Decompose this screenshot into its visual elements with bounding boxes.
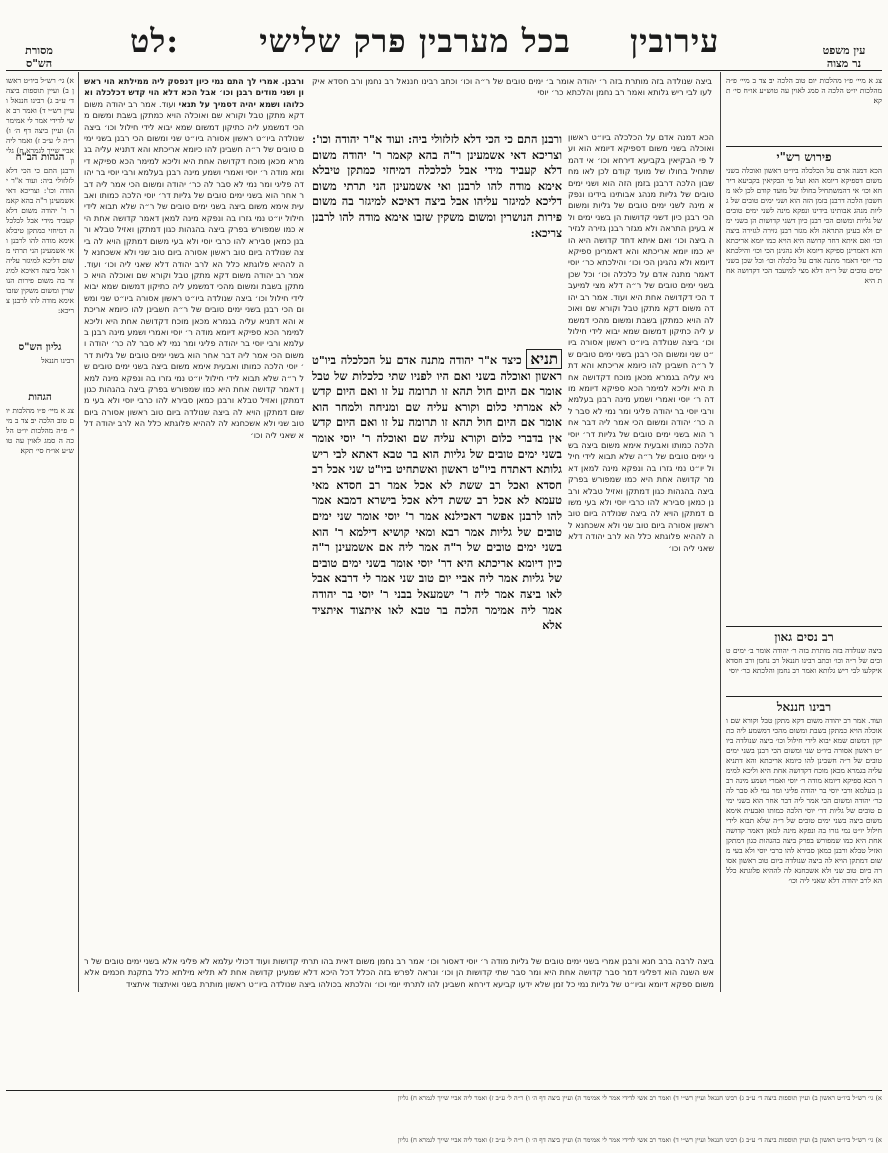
hagahot-bach-body: ורבנן התם כי הכי דלא לזלזולי ביה: ועוד א"ר יהודה וכו': וצריכא דאי אשמעינן ר"ה בהא קאמר ר' יהודה משום דלא קעביד מידי אבל לכלכלה דמיחזי כמתקן טיבלא אימא מודה להו לרבנן ואי אשמעינן הני תרתי משום דליכא למיגזר עליהו אבל ביצה דאיכא למיגזר בה משום פירות הנושרין ומשום משקין שזבו אימא מודה להו לרבנן צריכא: (6, 166, 74, 315)
ein-mishpat-rule (726, 146, 882, 147)
hagahot-title: הגהות (28, 392, 52, 403)
top-commentary-text: ביצה שנולדה בזה מותרת בזה ר׳ יהודה אומר ב׳ ימים טובים של ר״ה וכו׳ וכתב רבינו חננאל רב נחמן ורב חסדא איקלעו לבי ריש גלותא ואמר רב נחמן והלכתא כר׳ יוסי (312, 76, 712, 98)
inner-commentary (568, 132, 714, 950)
top-commentary (312, 76, 712, 128)
footnotes (6, 1094, 882, 1134)
masoret-label: מסורת הש"ס (25, 44, 53, 70)
bottom-commentary-text: ביצה לרבה ברב חנא ורבנן אמרי בשני ימים טובים של גליות מודה ר׳ יוסי דאסור וכו׳ אמר רב נחמן משום דאית בהו תרתי קדושות ועוד דכולי עלמא לא פליגי אלא בשני ימים טובים של ראש השנה הוא דפליגי דמר סבר קדושה אחת היא ומר סבר שתי קדושות הן וכו׳ ונראה לפרש בזה הכלל דכל היכא דלא שמעינן קדושה אחת לא תליא מילתא כלל בתקנת חכמים אלא משום ספקא דיומא וביו״ט של גליות נמי כל זמן שלא ידעו קביעא דירחא חשבינן להו לתרתי יומי וכו׳ והלכתא בכולהו ביצה שנולדה ביו״ט ראשון מותרת בשני ואיתצוד איתציד (84, 956, 714, 989)
bottom-commentary (84, 956, 714, 1064)
left-commentary-body-cont: ועוד. אמר רב יהודה משום דקא מתקן טבל וקורא שם ואוכלה הויא כמתקן בשבת ומשום מהכי דמשמע ליה כתיקון דמשום שמא יבוא לידי חילול וכו׳ ביצה שנולדה ביו״ט ראשון אסורה ביו״ט שני ומשום הכי רבנן בשני ימים טובים של ר״ה חשבינן להו כיומא אריכתא והא דתניא עליה בגמרא מכאן מוכח דקדושה אחת היא וליכא למימר הכא ספיקא דיומא מודה ר׳ יוסי ואמרי ושמע מינה רבנן בעלמא ורבי יוסי בר יהודה פליגי ומר נמי לא סבר לה כר׳ יהודה ומשום הכי אמר ליה דבר אחר הוא בשני ימים טובים של גליות דר׳ יוסי הלכה כמותו ואבעית אימא משום ביצה בשני ימים טובים של ר״ה שלא תבוא לידי חילול יו״ט נמי גזרו בה ונפקא מינה למאן דאמר קדושה אחת היא כמו שמפורש בפרק ביצה בהגהות כגון דמתקן ואזיל טבלא ורבנן כמאן סבירא להו כרבי יוסי ולא בעי משום דמתקן הויא לה ביצה שנולדה ביום טוב ראשון אסורה ביום טוב שני ולא אשכחנא לה לההיא פלוגתא כלל הא לרב יהודה דלא שאני ליה וכו׳ (83, 258, 304, 440)
tana-marker: תניא (526, 349, 562, 369)
gemara-text-main (312, 352, 562, 950)
ein-mishpat-entries: צג א מיי׳ פ״ו מהלכות יום טוב הלכה יב׃ צד ב מיי׳ פ״ה מהלכות יו״ט הלכה ה סמג לאוין עה טוש״ע או״ח סי׳ תקא׃ (726, 76, 882, 105)
masoret-refs: א) גי׳ רש״ל ביו״ט ראשון ב) ועיין תוספות ביצה ד׳ ע״ב ג) רבינו חננאל ועיין רש״י ד) ואמר רב אשי לדידי אמר לי אמימר ה) ועיין ביצה דף ה׳ ו) ר״ה ל׳ ע״ב ז) ואמר ליה אביי שייך לגמרא ח) גליון (6, 76, 74, 165)
rabbeinu-chananel-title: רבינו חננאל (776, 700, 832, 714)
left-commentary-body: ועוד. אמר רב יהודה משום דקא מתקן טבל וקורא שם ואוכלה הויא כמתקן בשבת ומשום מהכי דמשמע ליה כתיקון דמשום שמא יבוא לידי חילול וכו׳ ביצה שנולדה ביו״ט ראשון אסורה ביו״ט שני ומשום הכי רבנן בשני ימים טובים של ר״ה חשבינן להו כיומא אריכתא והא דתניא עליה בגמרא מכאן מוכח דקדושה אחת היא וליכא למימר הכא ספיקא דיומא מודה ר׳ יוסי ואמרי ושמע מינה רבנן בעלמא ורבי יוסי בר יהודה פליגי ומר נמי לא סבר לה כר׳ יהודה ומשום הכי אמר ליה דבר אחר הוא בשני ימים טובים של גליות דר׳ יוסי הלכה כמותו ואבעית אימא משום ביצה בשני ימים טובים של ר״ה שלא תבוא לידי חילול יו״ט נמי גזרו בה ונפקא מינה למאן דאמר קדושה אחת היא כמו שמפורש בפרק ביצה בהגהות כגון דמתקן ואזיל טבלא ורבנן כמאן סבירא להו כרבי יוסי ולא בעי משום דמתקן הויא לה ביצה שנולדה ביום טוב ראשון אסורה ביום טוב שני ולא אשכחנא לה לההיא פלוגתא כלל הא לרב יהודה דלא שאני ליה וכו׳ (84, 98, 304, 269)
footnotes-line-2 (6, 1136, 882, 1148)
hagahot-body: צג א מיי׳ פ״ו מהלכות יום טוב הלכה יב׃ צד ב מיי׳ פ״ה מהלכות יו״ט הלכה ה סמג לאוין עה טוש״ע או״ח סי׳ תקא׃ (6, 406, 74, 455)
left-commentary-intro: ורבנן. אמרי לך התם נמי כיון דנפסק ליה ממילתא הוי ראשון ושני מודים רבנן וכו׳ אבל הכא דלא הוי קדש דכלכלה ואכלוהו ושמא יהיה דסמיך על תנאי (84, 76, 304, 109)
ein-mishpat-label: עין משפט נר מצוה (822, 44, 866, 70)
gemara-text-top (312, 132, 562, 350)
left-margin-divider (78, 72, 79, 992)
gemara-continuation: כיצד א"ר יהודה מתנה אדם על הכלכלה ביו"ט ראשון ואוכלה בשני ואם היו לפניו שתי כלכלות של טבל אומר אם היום חול תהא זו תרומה על זו ואם היום קדש לא אמרתי כלום וקורא עליה שם ומניחה ולמחר הוא אומר אם היום חול תהא זו תרומה על זו ואם היום קדש אין בדברי כלום וקורא עליה שם ואוכלה ר' יוסי אומר בשני ימים טובים של גליות הוא בר טבא דאתא לבי ריש גלותא דאתדח ביו"ט ראשון ואשתחיט ביו"ט שני אכל רב חסדא ואכל רב ששת לא אכל אמר רב חסדא מאי טעמא לא אכל רב ששת דלא אכל בישרא דמבא אמר להו לרבנן אפשר דאכילנא אמר ר' יוסי אומר שני ימים טובים של גליות אמר רבא ומאי קושיא דילמא ר' הוא בשני ימים טובים של ר"ה אמר ליה אם אשמעינן ר"ה כיון דיומא אריכתא היא דר' יוסי אומר בשני ימים טובים של גליות אמר ליה אביי יום טוב שני אמר לי דרבא אבל לאו ביצה אמר ליה ר' ישמעאל בבני ר' יוסי בר יהודה אמר ליה אמימר הלכה בר טבא לאו איתצוד איתציד אלא (312, 353, 562, 633)
rav-nissim-title: רב נסים גאון (774, 630, 834, 644)
running-header (0, 0, 888, 72)
header-rule (6, 70, 882, 71)
right-margin-divider (720, 72, 721, 992)
rashi-box-text (726, 166, 882, 622)
hagahot-text (6, 406, 74, 466)
rashi-box-title: פירוש רש"י (776, 150, 832, 164)
hagahot-bach-title: הגהות הב"ח (15, 152, 65, 163)
gilyon-hashas-text (6, 356, 74, 386)
rabbeinu-chananel-body: ועוד. אמר רב יהודה משום דקא מתקן טבל וקורא שם ואוכלה הויא כמתקן בשבת ומשום מהכי דמשמע ליה כתיקון דמשום שמא יבוא לידי חילול וכו׳ ביצה שנולדה ביו״ט ראשון אסורה ביו״ט שני ומשום הכי רבנן בשני ימים טובים של ר״ה חשבינן להו כיומא אריכתא והא דתניא עליה בגמרא מכאן מוכח דקדושה אחת היא וליכא למימר הכא ספיקא דיומא מודה ר׳ יוסי ואמרי ושמע מינה רבנן בעלמא ורבי יוסי בר יהודה פליגי ומר נמי לא סבר לה כר׳ יהודה ומשום הכי אמר ליה דבר אחר הוא בשני ימים טובים של גליות דר׳ יוסי הלכה כמותו ואבעית אימא משום ביצה בשני ימים טובים של ר״ה שלא תבוא לידי חילול יו״ט נמי גזרו בה ונפקא מינה למאן דאמר קדושה אחת היא כמו שמפורש בפרק ביצה בהגהות כגון דמתקן ואזיל טבלא ורבנן כמאן סבירא להו כרבי יוסי ולא בעי משום דמתקן הויא לה ביצה שנולדה ביום טוב ראשון אסורה ביום טוב שני ולא אשכחנא לה לההיא פלוגתא כלל הא לרב יהודה דלא שאני ליה וכו׳ (726, 716, 882, 885)
left-commentary (84, 76, 304, 966)
footnotes-text: א) גי׳ רש״ל ביו״ט ראשון ב) ועיין תוספות ביצה ד׳ ע״ב ג) רבינו חננאל ועיין רש״י ד) ואמר רב אשי לדידי אמר לי אמימר ה) ועיין ביצה דף ה׳ ו) ר״ה ל׳ ע״ב ז) ואמר ליה אביי שייך לגמרא ח) גליון (397, 1094, 882, 1102)
rav-nissim-body: ביצה שנולדה בזה מותרת בזה ר׳ יהודה אומר ב׳ ימים טובים של ר״ה וכו׳ וכתב רבינו חננאל רב נחמן ורב חסדא איקלעו לבי ריש גלותא ואמר רב נחמן והלכתא כר׳ יוסי (726, 646, 882, 675)
inner-commentary-body: הכא דמנה אדם על הכלכלה ביו״ט ראשון ואוכלה בשני משום דספיקא דיומא הוא ועל פי הבקיאין בקביעא דירחא וכו׳ אי דהמשתחיל בחולו של מועד קודם לכן לאו מחשבון הלכה דרבנן בזמן הזה הוא ושני ימים טובים של גליות מנהג אבותינו בידינו ונפקא מינה לשני ימים טובים של גליות ומשום הכי רבנן כיון דשני קדושות הן בשני ימים ולא בעינן התראה ולא מגזר רבנן גזירה לגזירה ביצה וכו׳ ואם איתא דחד קדושה היא הויא כמו יומא אריכתא והא דאמרינן ספיקא דיומא ולא נהגינן הכי וכו׳ והילכתא כר׳ יוסי דאמר מתנה אדם על כלכלה וכו׳ וכל שכן בשני ימים טובים של ר״ה דלא מצי למיעבד הכי דקדושה אחת היא (568, 132, 714, 302)
inner-commentary-body-cont: ועוד. אמר רב יהודה משום דקא מתקן טבל וקורא שם ואוכלה הויא כמתקן בשבת ומשום מהכי דמשמע ליה כתיקון דמשום שמא יבוא לידי חילול וכו׳ ביצה שנולדה ביו״ט ראשון אסורה ביו״ט שני ומשום הכי רבנן בשני ימים טובים של ר״ה חשבינן להו כיומא אריכתא והא דתניא עליה בגמרא מכאן מוכח דקדושה אחת היא וליכא למימר הכא ספיקא דיומא מודה ר׳ יוסי ואמרי ושמע מינה רבנן בעלמא ורבי יוסי בר יהודה פליגי ומר נמי לא סבר לה כר׳ יהודה ומשום הכי אמר ליה דבר אחר הוא בשני ימים טובים של גליות דר׳ יוסי הלכה כמותו ואבעית אימא משום ביצה בשני ימים טובים של ר״ה שלא תבוא לידי חילול יו״ט נמי גזרו בה ונפקא מינה למאן דאמר קדושה אחת היא כמו שמפורש בפרק ביצה בהגהות כגון דמתקן ואזיל טבלא ורבנן כמאן סבירא להו כרבי יוסי ולא בעי משום דמתקן הויא לה ביצה שנולדה ביום טוב ראשון אסורה ביום טוב שני ולא אשכחנא לה לההיא פלוגתא כלל הא לרב יהודה דלא שאני ליה וכו׳ (568, 291, 714, 553)
page-number: לט: (130, 22, 180, 60)
rav-nissim-text (726, 646, 882, 692)
rabbeinu-chananel-text (726, 716, 882, 992)
gemara-opening: ורבנן התם כי הכי דלא לזלזולי ביה: ועוד א"ר יהודה וכו': וצריכא דאי אשמעינן ר"ה בהא קאמר ר' יהודה משום דלא קעביד מידי אבל לכלכלה דמיחזי כמתקן טיבלא אימא מודה להו לרבנן ואי אשמעינן הני תרתי משום דליכא למיגזר עליהו אבל ביצה דאיכא למיגזר בה משום פירות הנושרין ומשום משקין שזבו אימא מודה להו לרבנן צריכא: (312, 132, 562, 240)
rabbeinu-chananel-rule (726, 696, 882, 697)
gilyon-hashas-title: גליון הש"ס (18, 342, 62, 353)
hagahot-bach-text (6, 166, 74, 338)
footnote-rule (6, 1090, 882, 1091)
rashi-box-body: הכא דמנה אדם על הכלכלה ביו״ט ראשון ואוכלה בשני משום דספיקא דיומא הוא ועל פי הבקיאין בקביעא דירחא וכו׳ אי דהמשתחיל בחולו של מועד קודם לכן לאו מחשבון הלכה דרבנן בזמן הזה הוא ושני ימים טובים של גליות מנהג אבותינו בידינו ונפקא מינה לשני ימים טובים של גליות ומשום הכי רבנן כיון דשני קדושות הן בשני ימים ולא בעינן התראה ולא מגזר רבנן גזירה לגזירה ביצה וכו׳ ואם איתא דחד קדושה היא הויא כמו יומא אריכתא והא דאמרינן ספיקא דיומא ולא נהגינן הכי וכו׳ והילכתא כר׳ יוסי דאמר מתנה אדם על כלכלה וכו׳ וכל שכן בשני ימים טובים של ר״ה דלא מצי למיעבד הכי דקדושה אחת היא (726, 166, 882, 285)
chapter-title: בכל מערבין פרק שלישי (259, 22, 571, 60)
rav-nissim-rule (726, 626, 882, 627)
tractate-title: עירובין (630, 22, 720, 60)
ein-mishpat-text (726, 76, 882, 142)
footnotes-text-2: א) גי׳ רש״ל ביו״ט ראשון ב) ועיין תוספות ביצה ד׳ ע״ב ג) רבינו חננאל ועיין רש״י ד) ואמר רב אשי לדידי אמר לי אמימר ה) ועיין ביצה דף ה׳ ו) ר״ה ל׳ ע״ב ז) ואמר ליה אביי שייך לגמרא ח) גליון (397, 1136, 882, 1144)
gilyon-hashas-body: רבינו חננאל (41, 356, 74, 365)
